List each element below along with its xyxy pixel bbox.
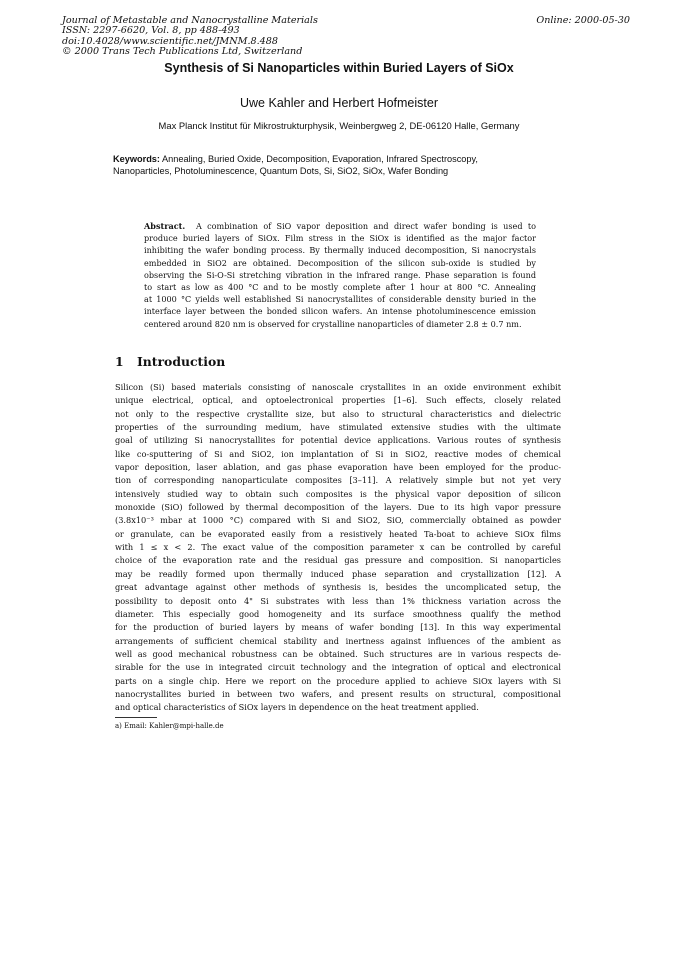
body-line: Silicon (Si) based materials consisting of nanoscale crystallites in an oxide environment exhibit: [115, 382, 561, 392]
paper-title: Synthesis of Si Nanoparticles within Buried Layers of SiOx: [164, 61, 514, 75]
body-line: not only to the respective crystallite size, but also to structural characteristics and dielectric: [115, 408, 561, 419]
abstract-line: inhibiting the wafer bonding process. By thermally induced decomposition, Si nanocrystals: [144, 245, 536, 256]
body-line: may be readily formed upon thermally induced phase separation and crystallization [12]. A: [115, 568, 561, 579]
body-line: sirable for the use in integrated circuit technology and the integration of optical and electronical: [115, 662, 561, 673]
online-date: Online: 2000-05-30: [536, 15, 630, 26]
body-line: arrangements of sufficient chemical stability and inertness against influences of the ambient as: [115, 635, 561, 646]
body-line: for the production of buried layers by means of wafer bonding [13]. In this way experimental: [115, 622, 561, 633]
section-number: 1: [115, 354, 124, 369]
body-line: choice of the evaporation rate and the residual gas pressure and composition. Si nanoparticles: [115, 555, 561, 566]
body-line: tion of corresponding nanoparticulate composites [3–11]. A relatively simple but not yet very: [115, 475, 561, 486]
body-line: with 1 ≤ x < 2. The exact value of the composition parameter x can be controlled by careful: [115, 542, 561, 553]
body-line: great advantage against other methods of synthesis is, besides the uncomplicated setup, the: [115, 582, 561, 593]
footnote-rule: [115, 717, 157, 718]
body-line: goal of utilizing Si nanocrystallites for potential device applications. Various routes of synthesis: [115, 435, 561, 446]
footnote-email: a) Email: Kahler@mpi-halle.de: [115, 722, 224, 730]
abstract-line: centered around 820 nm is observed for crystalline nanoparticles of diameter 2.8 ± 0.7 nm.: [144, 318, 522, 329]
journal-header: [62, 16, 482, 58]
abstract-line: observing the Si-O-Si stretching vibration in the infrared range. Phase separation is found: [144, 269, 536, 280]
abstract-line: at 1000 °C yields well established Si nanocrystallites of considerable density buried in the: [144, 294, 536, 305]
section-heading: [115, 354, 225, 369]
keywords-label: Keywords:: [113, 154, 160, 164]
body-line: diameter. This especially good homogeneity and its surface smoothness qualify the method: [115, 608, 561, 619]
body-line: possibility to deposit onto 4" Si substrates with less than 1% thickness variation across the: [115, 595, 561, 606]
copyright-line: © 2000 Trans Tech Publications Ltd, Switzerland: [62, 46, 303, 58]
journal-name: Journal of Metastable and Nanocrystalline Materials: [62, 15, 318, 26]
abstract-line: interface layer between the bonded silicon wafers. An intense photoluminescence emission: [144, 306, 536, 317]
body-line: and optical characteristics of SiOx layers in dependence on the heat treatment applied.: [115, 702, 479, 713]
keywords-line: Annealing, Buried Oxide, Decomposition, Evaporation, Infrared Spectroscopy,: [162, 154, 478, 164]
keywords-line: Nanoparticles, Photoluminescence, Quantum Dots, Si, SiO2, SiOx, Wafer Bonding: [113, 166, 449, 176]
section-title: Introduction: [137, 354, 226, 369]
body-line: unique electrical, optical, and optoelectronical properties [1–6]. Such effects, closely related: [115, 395, 561, 406]
body-line: (3.8x10⁻³ mbar at 1000 °C) compared with Si and SiO2, SiO, commercially obtained as powder: [115, 515, 561, 526]
issn-line: ISSN: 2297-6620, Vol. 8, pp 488-493: [62, 25, 240, 37]
keywords-block: [113, 153, 563, 177]
introduction-text: [115, 381, 561, 715]
doi-line: doi:10.4028/www.scientific.net/JMNM.8.488: [62, 35, 278, 47]
body-line: intensively studied way to obtain such composites is the physical vapor deposition of silicon: [115, 488, 561, 499]
affiliation: Max Planck Institut für Mikrostrukturphysik, Weinbergweg 2, DE-06120 Halle, Germany: [158, 120, 520, 131]
abstract-line: to start as low as 400 °C and to be mostly complete after 1 hour at 800 °C. Annealing: [144, 282, 536, 293]
body-line: well as good mechanical robustness can be obtained. Such structures are in various respects de-: [115, 648, 561, 659]
abstract-line: produce buried layers of SiOx. Film stress in the SiOx is identified as the major factor: [144, 233, 536, 244]
body-line: or granulate, can be evaporated easily from a resistively heated Ta-boat to achieve SiOx films: [115, 528, 561, 539]
body-line: properties of the surrounding medium, have stimulated extensive studies with the ultimate: [115, 422, 561, 433]
body-line: vapor deposition, laser ablation, and gas phase evaporation have been employed for the produc-: [115, 462, 561, 473]
abstract-line: A combination of SiO vapor deposition and direct wafer bonding is used to: [195, 221, 536, 231]
body-line: parts on a single chip. Here we report on the procedure applied to achieve SiOx layers with Si: [115, 675, 561, 686]
body-line: nanocrystallites buried in between two wafers, and present results on structural, compositional: [115, 688, 561, 699]
abstract-label: Abstract.: [144, 221, 186, 231]
abstract-block: [144, 220, 536, 330]
body-line: like co-sputtering of Si and SiO2, ion implantation of Si in SiO2, reactive modes of chemical: [115, 448, 561, 459]
abstract-line: embedded in SiO2 are obtained. Decomposition of the silicon sub-oxide is studied by: [144, 257, 536, 268]
body-line: monoxide (SiO) followed by thermal decomposition of the layers. Due to its high vapor pressure: [115, 502, 561, 513]
paper-authors: Uwe Kahler and Herbert Hofmeister: [240, 96, 438, 110]
